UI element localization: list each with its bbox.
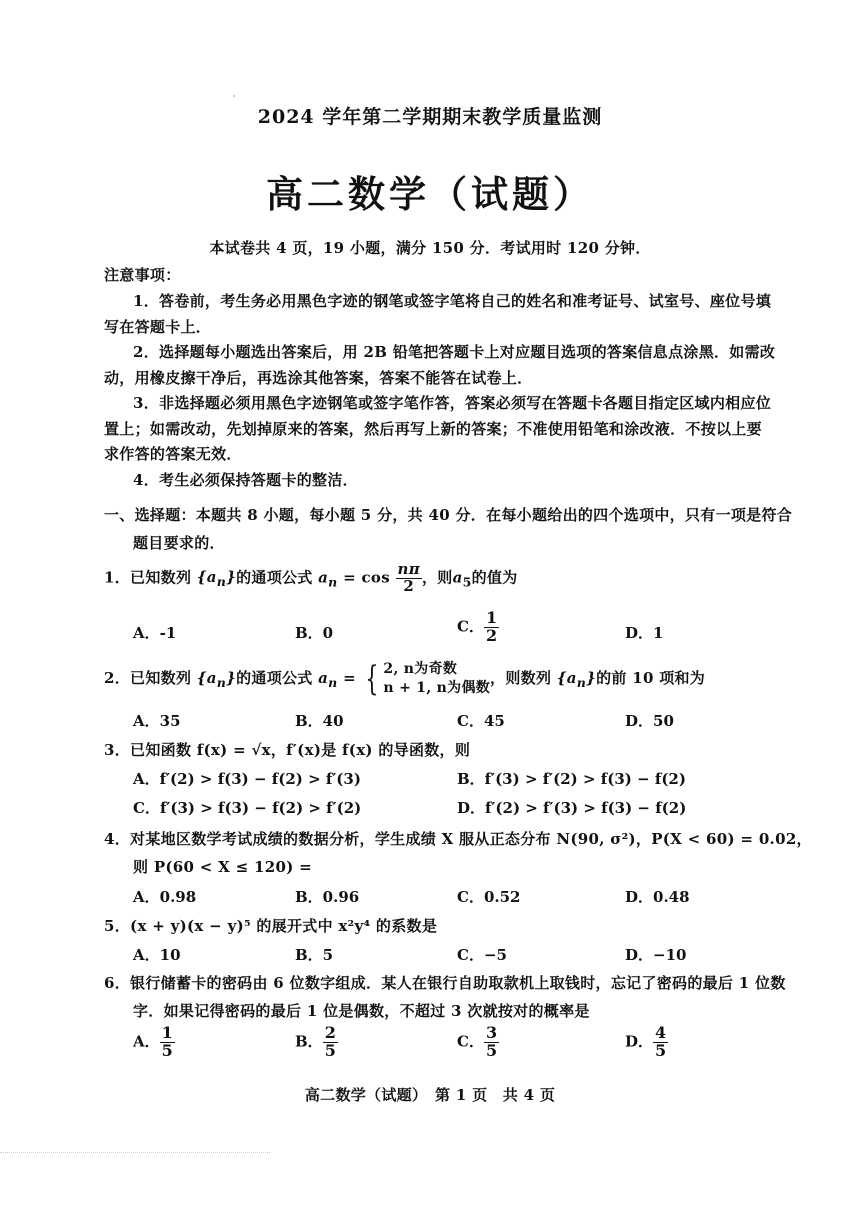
q6-option-b: B． $\frac{2}{5}$	[295, 1023, 336, 1060]
notice-3-line-3: 求作答的答案无效．	[104, 445, 242, 463]
q2-cases: 2, n为奇数 n + 1, n为偶数	[383, 661, 491, 696]
q3-option-c: C．f′(3) > f(3) − f(2) > f′(2)	[133, 799, 362, 817]
q2-option-a: A．35	[133, 712, 181, 730]
question-2-number: 2．	[104, 669, 131, 687]
q2-brace: {	[365, 659, 380, 699]
q4-option-b: B．0.96	[295, 888, 360, 906]
section-1-heading: 一、选择题：本题共 8 小题，每小题 5 分，共 40 分．在每小题给出的四个选项中，只有一项是符合	[104, 506, 793, 524]
exam-info: 本试卷共 4 页，19 小题，满分 150 分．考试用时 120 分钟．	[209, 239, 651, 257]
question-5: 5．(x + y)(x − y)⁵ 的展开式中 x²y⁴ 的系数是	[104, 917, 438, 935]
question-6-number: 6．	[104, 974, 131, 992]
q2-option-d: D．50	[625, 712, 674, 730]
q5-option-a: A．10	[133, 946, 181, 964]
question-6-cont: 字．如果记得密码的最后 1 位是偶数，不超过 3 次就按对的概率是	[133, 1002, 590, 1020]
notice-heading: 注意事项：	[104, 266, 181, 284]
question-1: 1．已知数列 $\{a_n\}$的通项公式 $a_n = \cos$ $\frac{n\pi}{2}$ ，则$a_5$的值为	[104, 560, 518, 595]
notice-1-line-2: 写在答题卡上．	[104, 318, 212, 336]
q1-option-a: A．-1	[133, 624, 177, 642]
q6-option-a: A． $\frac{1}{5}$	[133, 1023, 173, 1060]
q5-option-d: D．−10	[625, 946, 687, 964]
q2-option-b: B．40	[295, 712, 344, 730]
scan-border-line	[0, 1152, 270, 1153]
question-3-number: 3．	[104, 741, 131, 759]
question-6: 6．银行储蓄卡的密码由 6 位数字组成．某人在银行自助取款机上取钱时，忘记了密码的最后 1 位数	[104, 974, 786, 992]
question-5-number: 5．	[104, 917, 131, 935]
q1-option-c: C． $\frac{1}{2}$	[457, 608, 498, 645]
q4-option-a: A．0.98	[133, 888, 197, 906]
q1-fraction: $\frac{n\pi}{2}$	[397, 560, 420, 595]
q2-option-c: C．45	[457, 712, 505, 730]
q1-option-d: D．1	[625, 624, 664, 642]
q3-option-d: D．f′(2) > f′(3) > f(3) − f(2)	[457, 799, 687, 817]
notice-2-line-1: 2．选择题每小题选出答案后，用 2B 铅笔把答题卡上对应题目选项的答案信息点涂黑．如需改	[133, 343, 776, 361]
q6-option-c: C． $\frac{3}{5}$	[457, 1023, 498, 1060]
q3-option-b: B．f′(3) > f′(2) > f(3) − f(2)	[457, 770, 686, 788]
question-1-number: 1．	[104, 568, 131, 587]
notice-4-line-1: 4．考生必须保持答题卡的整洁．	[133, 471, 358, 489]
page-footer: 高二数学（试题） 第 1 页 共 4 页	[304, 1086, 556, 1104]
notice-3-line-2: 置上；如需改动，先划掉原来的答案，然后再写上新的答案；不准使用铅笔和涂改液．不按以上要	[104, 420, 762, 438]
q5-option-c: C．−5	[457, 946, 507, 964]
question-2: 2．已知数列 $\{a_n\}$的通项公式 $a_n$ = { 2, n为奇数 n + 1, n为偶数 ，则数列 $\{a_n\}$的前 10 项和为	[104, 659, 706, 699]
q1-option-b: B．0	[295, 624, 334, 642]
q6-option-d: D． $\frac{4}{5}$	[625, 1023, 667, 1060]
notice-3-line-1: 3．非选择题必须用黑色字迹钢笔或签字笔作答，答案必须写在答题卡各题目指定区域内相应位	[133, 394, 772, 412]
question-4-cont: 则 P(60 < X ≤ 120) =	[133, 858, 313, 876]
exam-header: 2024 学年第二学期期末教学质量监测	[257, 106, 603, 128]
notice-1-line-1: 1．答卷前，考生务必用黑色字迹的钢笔或签字笔将自己的姓名和准考证号、试室号、座位号填	[133, 292, 772, 310]
question-3: 3．已知函数 f(x) = √x，f′(x)是 f(x) 的导函数，则	[104, 741, 471, 759]
q4-option-c: C．0.52	[457, 888, 521, 906]
question-4-number: 4．	[104, 830, 131, 848]
q4-option-d: D．0.48	[625, 888, 690, 906]
question-4: 4．对某地区数学考试成绩的数据分析，学生成绩 X 服从正态分布 N(90, σ²)，P(X < 60) = 0.02，	[104, 830, 812, 848]
page-title: 高二数学（试题）	[266, 172, 594, 216]
scan-speck	[233, 95, 235, 97]
q5-option-b: B．5	[295, 946, 334, 964]
notice-2-line-2: 动，用橡皮擦干净后，再选涂其他答案，答案不能答在试卷上．	[104, 369, 533, 387]
q3-option-a: A．f′(2) > f(3) − f(2) > f′(3)	[133, 770, 361, 788]
section-1-heading-cont: 题目要求的．	[133, 534, 225, 552]
